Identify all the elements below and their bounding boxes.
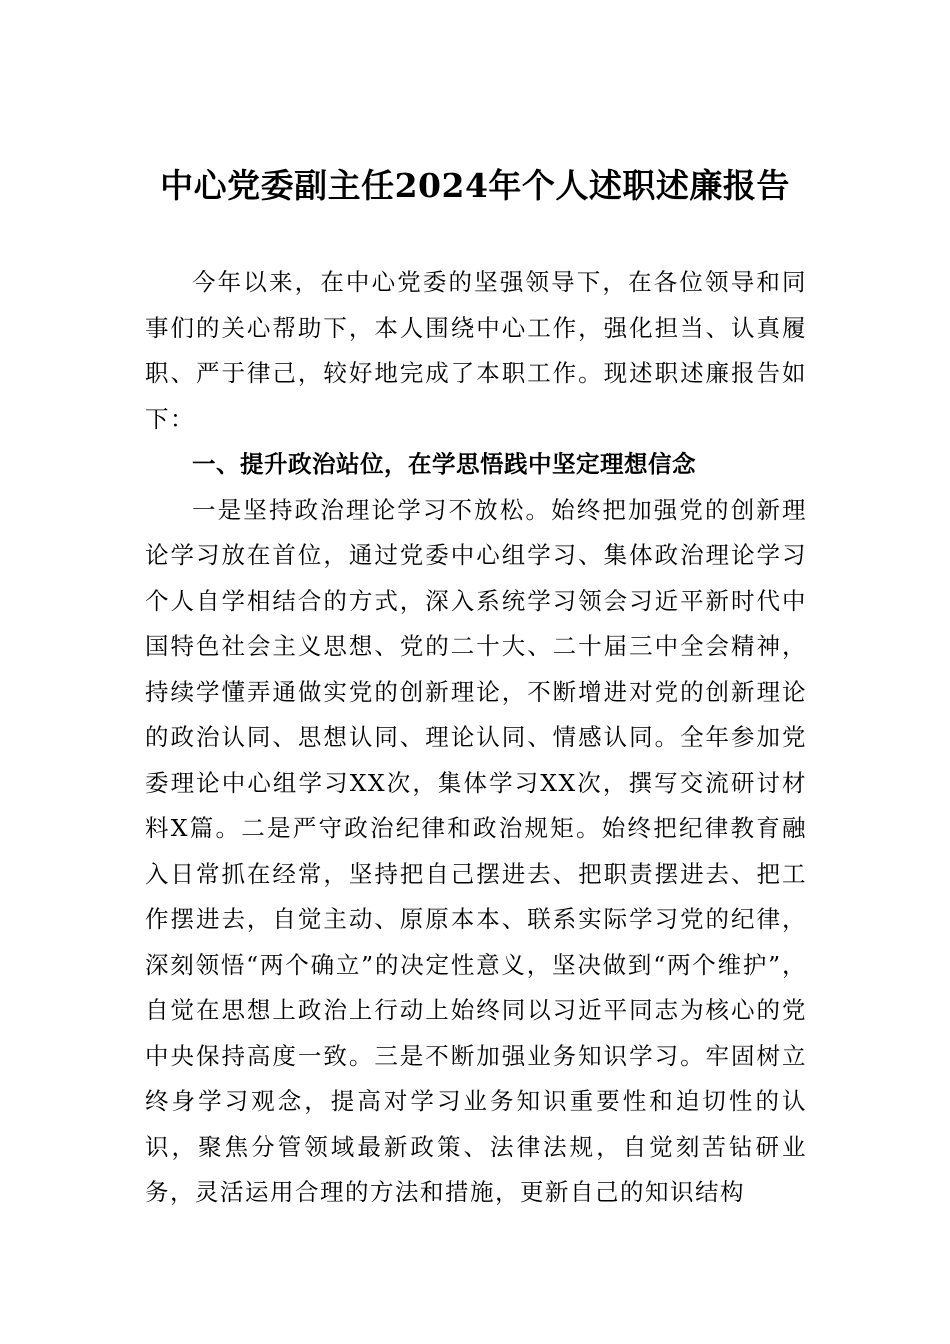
document-body: [145, 260, 807, 1216]
section-paragraph: 一是坚持政治理论学习不放松。始终把加强党的创新理论学习放在首位，通过党委中心组学习、集体政治理论学习个人自学相结合的方式，深入系统学习领会习近平新时代中国特色社会主义思想、党的二十大、二十届三中全会精神，持续学懂弄通做实党的创新理论，不断增进对党的创新理论的政治认同、思想认同、理论认同、情感认同。全年参加党委理论中心组学习XX次，集体学习XX次，撰写交流研讨材料X篇。二是严守政治纪律和政治规矩。始终把纪律教育融入日常抓在经常，坚持把自己摆进去、把职责摆进去、把工作摆进去，自觉主动、原原本本、联系实际学习党的纪律，深刻领悟“两个确立”的决定性意义，坚决做到“两个维护”，自觉在思想上政治上行动上始终同以习近平同志为核心的党中央保持高度一致。三是不断加强业务知识学习。牢固树立终身学习观念，提高对学习业务知识重要性和迫切性的认识，聚焦分管领域最新政策、法律法规，自觉刻苦钻研业务，灵活运用合理的方法和措施，更新自己的知识结构: [145, 495, 807, 1206]
document-title: 中心党委副主任2024年个人述职述廉报告: [160, 166, 790, 205]
intro-paragraph: 今年以来，在中心党委的坚强领导下，在各位领导和同事们的关心帮助下，本人围绕中心工作，强化担当、认真履职、严于律己，较好地完成了本职工作。现述职述廉报告如下：: [145, 268, 807, 433]
section-heading: 一、提升政治站位，在学思悟践中坚定理想信念: [192, 450, 696, 478]
